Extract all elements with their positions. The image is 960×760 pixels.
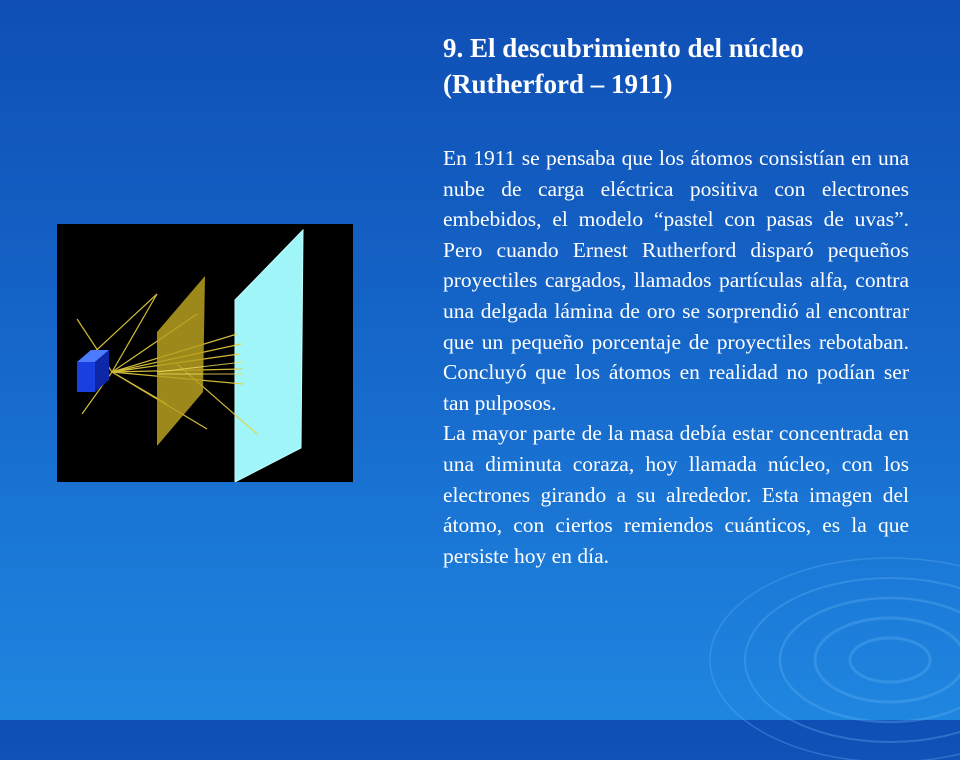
slide-body — [443, 143, 909, 571]
title-line-1: 9. El descubrimiento del núcleo — [443, 33, 804, 63]
gold-foil — [157, 276, 205, 446]
paragraph-1: En 1911 se pensaba que los átomos consistían en una nube de carga eléctrica positiva con electrones embebidos, el modelo “pastel con pasas de uvas”. Pero cuando Ernest Rutherford disparó pequeños proyectiles cargados, llamados partículas alfa, contra una delgada lámina de oro se sorprendió al encontrar que un pequeño porcentaje de proyectiles rebotaban. Concluyó que los átomos en realidad no podían ser tan pulposos. — [443, 146, 909, 415]
detector-screen — [235, 230, 303, 482]
rutherford-experiment-figure — [57, 224, 353, 482]
slide-title — [443, 30, 913, 102]
paragraph-2: La mayor parte de la masa debía estar concentrada en una diminuta coraza, hoy llamada núcleo, con los electrones girando a su alrededor. Esta imagen del átomo, con ciertos remiendos cuánticos, es la que persiste hoy en día. — [443, 421, 909, 568]
alpha-source-box — [77, 350, 109, 392]
rutherford-experiment-diagram — [57, 224, 353, 482]
title-line-2: (Rutherford – 1911) — [443, 69, 673, 99]
